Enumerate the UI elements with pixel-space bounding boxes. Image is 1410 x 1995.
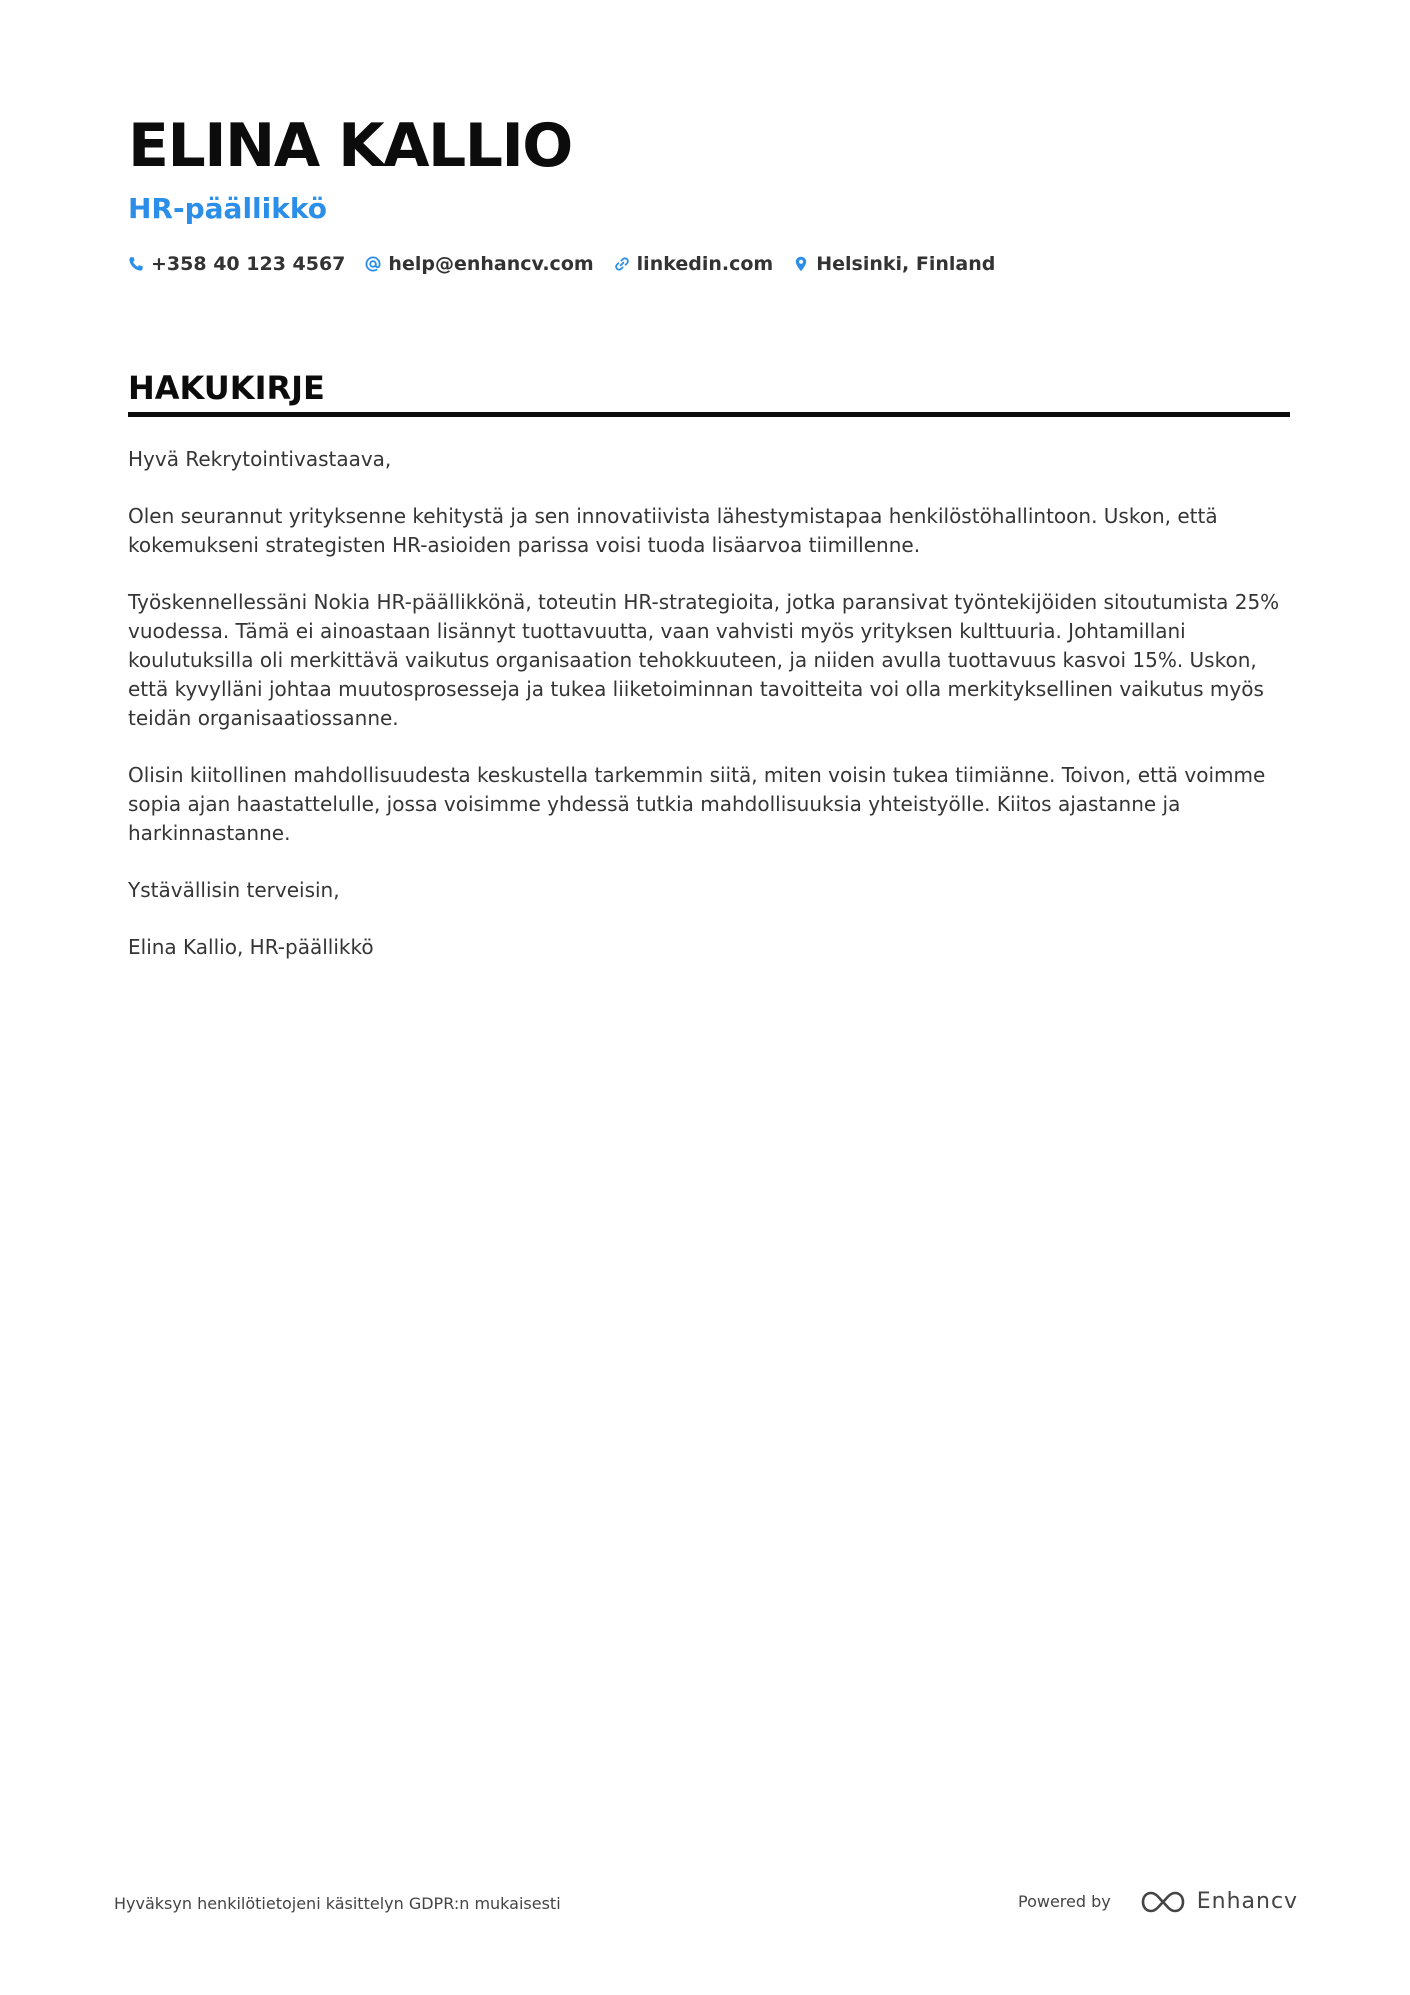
contact-location <box>793 252 995 276</box>
cover-letter-section <box>128 368 1290 990</box>
contact-email-text: help@enhancv.com <box>388 253 594 275</box>
letter-greeting: Hyvä Rekrytointivastaava, <box>128 447 392 471</box>
letter-paragraph-1: Olen seurannut yrityksenne kehitystä ja sen innovatiivista lähestymistapaa henkilöstöhallintoon. Uskon, että kokemukseni strategisten HR-asioiden parissa voisi tuoda lisäarvoa tiimillenne. <box>128 504 1218 557</box>
letter-signature: Elina Kallio, HR-päällikkö <box>128 935 374 959</box>
link-icon <box>614 256 630 272</box>
candidate-name: ELINA KALLIO <box>128 111 572 181</box>
contact-bar <box>128 252 1288 276</box>
contact-phone <box>128 252 345 276</box>
section-divider <box>128 412 1290 417</box>
letter-closing: Ystävällisin terveisin, <box>128 878 340 902</box>
at-icon <box>365 256 381 272</box>
contact-email[interactable] <box>365 252 593 276</box>
contact-linkedin[interactable] <box>614 252 774 276</box>
contact-location-text: Helsinki, Finland <box>816 253 996 275</box>
resume-header <box>128 110 1288 276</box>
letter-paragraph-3: Olisin kiitollinen mahdollisuudesta keskustella tarkemmin siitä, miten voisin tukea tiimiänne. Toivon, että voimme sopia ajan haastattelulle, jossa voisimme yhdessä tutkia mahdollisuuksia yhteistyölle. Kiitos ajastanne ja harkinnastanne. <box>128 763 1266 845</box>
powered-by-label: Powered by <box>1018 1892 1111 1911</box>
section-title: HAKUKIRJE <box>128 369 325 407</box>
candidate-role: HR-päällikkö <box>128 192 327 225</box>
letter-body <box>128 445 1288 962</box>
enhancv-brand-name: Enhancv <box>1196 1889 1299 1914</box>
letter-paragraph-2: Työskennellessäni Nokia HR-päällikkönä, toteutin HR-strategioita, jotka paransivat työntekijöiden sitoutumista 25% vuodessa. Tämä ei ainoastaan lisännyt tuottavuutta, vaan vahvisti myös yrityksen kulttuuria. Johtamillani koulutuksilla oli merkittävä vaikutus organisaation tehokkuuteen, ja niiden avulla tuottavuus kasvoi 15%. Uskon, että kyvylläni johtaa muutosprosesseja ja tukea liiketoiminnan tavoitteita voi olla merkityksellinen vaikutus myös teidän organisaatiossanne. <box>128 590 1280 730</box>
contact-phone-text: +358 40 123 4567 <box>151 253 346 275</box>
enhancv-logo-icon <box>1139 1888 1187 1916</box>
gdpr-consent-text: Hyväksyn henkilötietojeni käsittelyn GDPR:n mukaisesti <box>114 1894 561 1913</box>
phone-icon <box>128 256 144 272</box>
contact-linkedin-text: linkedin.com <box>636 253 774 275</box>
powered-by-badge[interactable] <box>1018 1880 1298 1924</box>
location-pin-icon <box>793 256 809 272</box>
